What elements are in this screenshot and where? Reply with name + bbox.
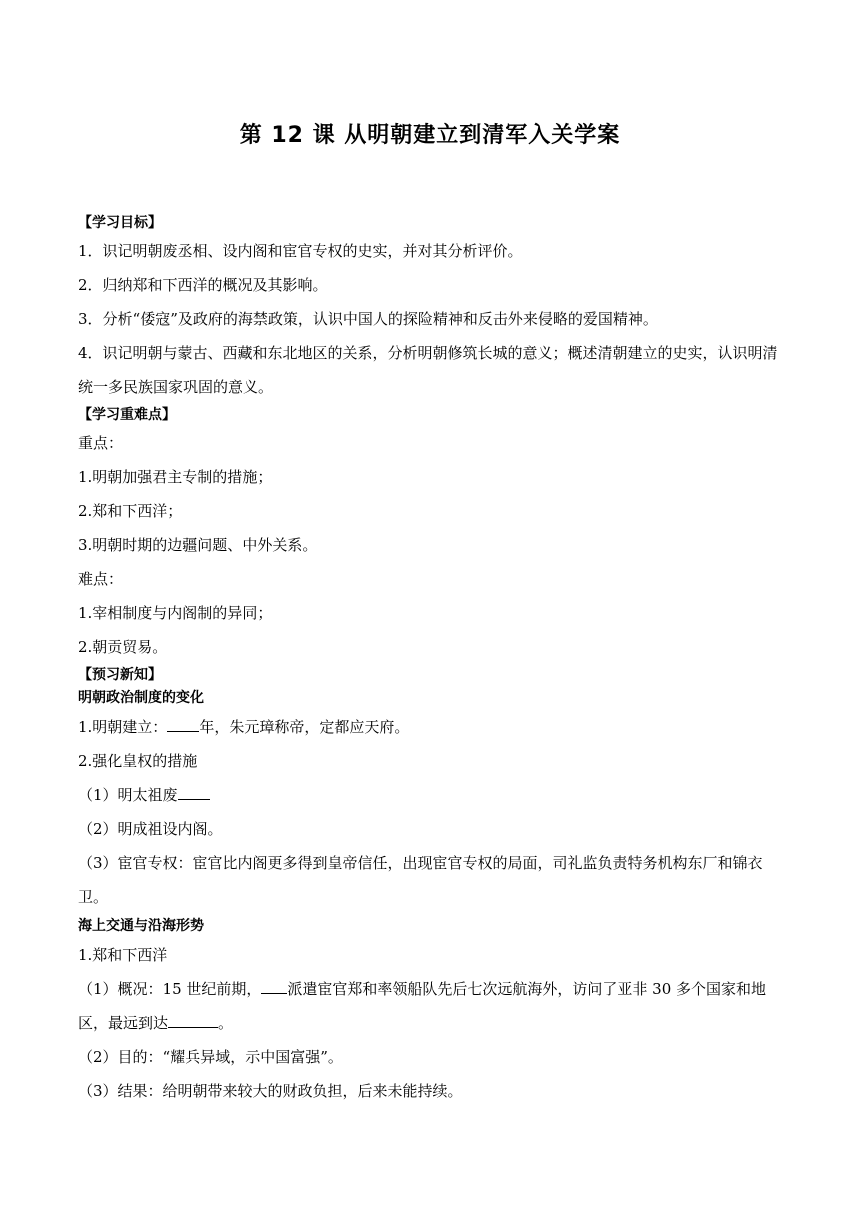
zhenghe-heading: 1.郑和下西洋 [78, 946, 168, 964]
measure-item [78, 778, 786, 812]
overview-item [78, 972, 786, 1040]
objective-item: 4．识记明朝与蒙古、西藏和东北地区的关系，分析明朝修筑长城的意义；概述清朝建立的史实，认识明清统一多民族国家巩固的意义。 [78, 344, 778, 396]
fill-blank[interactable] [178, 785, 210, 800]
objective-item: 3．分析“倭寇”及政府的海禁政策，认识中国人的探险精神和反击外来侵略的爱国精神。 [78, 310, 658, 328]
key-points-heading: 【学习重难点】 [78, 407, 176, 423]
overview-suffix: 。 [218, 1014, 234, 1032]
focus-item: 2.郑和下西洋； [78, 502, 183, 520]
difficulty-item: 2.朝贡贸易。 [78, 638, 168, 656]
founding-suffix: 年，朱元璋称帝，定都应天府。 [199, 718, 410, 736]
objective-item: 1．识记明朝废丞相、设内阁和宦官专权的史实，并对其分析评价。 [78, 242, 523, 260]
purpose-item: （2）目的：“耀兵异域，示中国富强”。 [78, 1048, 343, 1066]
measure-item: （3）宦官专权：宦官比内阁更多得到皇帝信任，出现宦官专权的局面，司礼监负责特务机构东厂和锦衣卫。 [78, 854, 763, 906]
focus-item: 3.明朝时期的边疆问题、中外关系。 [78, 536, 318, 554]
focus-label: 重点： [78, 434, 124, 452]
page-title: 第 12 课 从明朝建立到清军入关学案 [239, 123, 621, 148]
document-body [78, 212, 786, 1108]
difficulty-label: 难点： [78, 570, 124, 588]
focus-item: 1.明朝加强君主专制的措施； [78, 468, 273, 486]
overview-middle: 派遣宦官郑和率领船队先后七次远航海外，访问了亚非 30 多个国家和地区，最远到达 [78, 980, 767, 1032]
fill-blank[interactable] [167, 717, 199, 732]
objective-item: 2．归纳郑和下西洋的概况及其影响。 [78, 276, 328, 294]
preview-heading: 【预习新知】 [78, 667, 162, 683]
fill-blank[interactable] [261, 979, 287, 994]
founding-line [78, 710, 786, 744]
measure-prefix: （1）明太祖废 [78, 786, 178, 804]
politics-heading: 明朝政治制度的变化 [78, 690, 204, 706]
measure-item: （2）明成祖设内阁。 [78, 820, 223, 838]
maritime-heading: 海上交通与沿海形势 [78, 918, 204, 934]
fill-blank[interactable] [168, 1013, 218, 1028]
founding-prefix: 1.明朝建立： [78, 718, 168, 736]
measures-heading: 2.强化皇权的措施 [78, 752, 198, 770]
result-item: （3）结果：给明朝带来较大的财政负担，后来未能持续。 [78, 1082, 463, 1100]
overview-prefix: （1）概况：15 世纪前期， [78, 980, 262, 998]
objectives-heading: 【学习目标】 [78, 215, 162, 231]
difficulty-item: 1.宰相制度与内阁制的异同； [78, 604, 273, 622]
